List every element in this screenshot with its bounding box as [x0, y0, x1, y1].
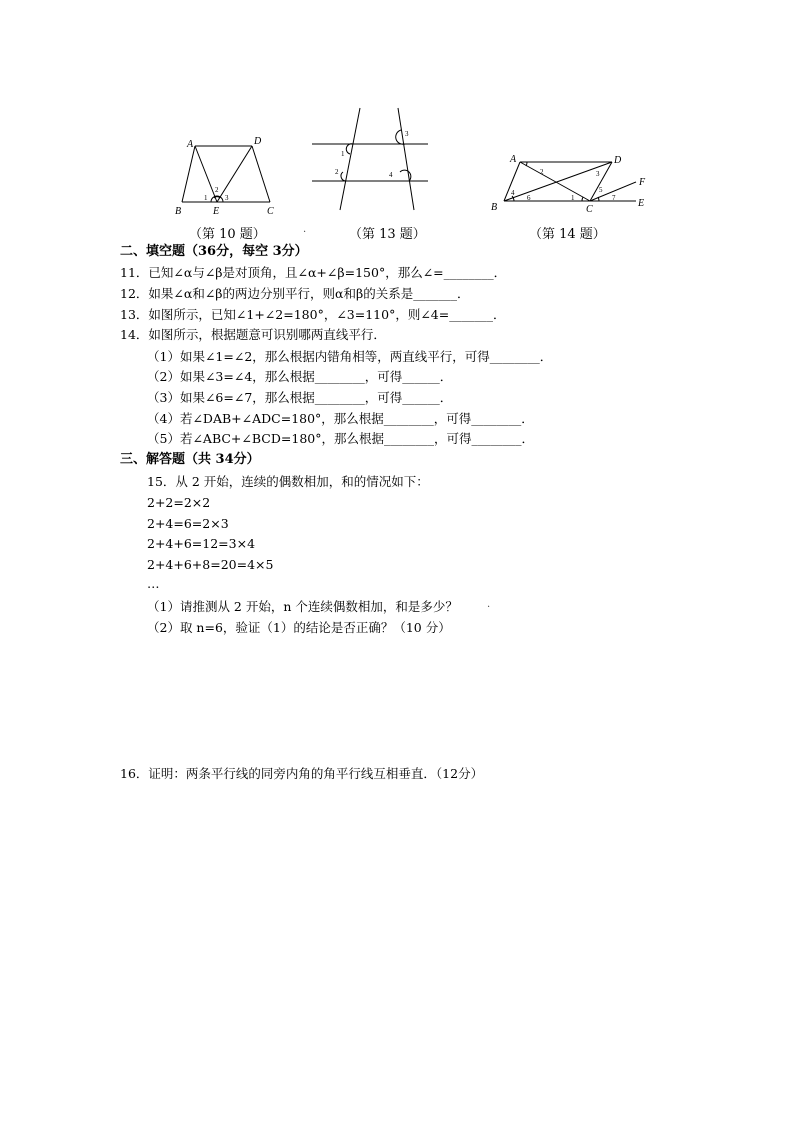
section-2-heading: 二、填空题（36分，每空 3分） [120, 244, 308, 259]
question-15-part-1: （1）请推测从 2 开始，n 个连续偶数相加，和是多少？ [147, 599, 458, 614]
question-15-equation-4: 2+4+6+8=20=4×5 [147, 557, 274, 572]
figure-14-diagram [486, 150, 656, 214]
fig10-label-A: A [187, 139, 194, 150]
question-14-item-5: （5）若∠ABC+∠BCD=180°，那么根据________，可得________． [147, 431, 534, 446]
question-15-equation-3: 2+4+6=12=3×4 [147, 536, 256, 551]
fig13-angle-3: 3 [405, 130, 409, 138]
fig14-label-A: A [510, 154, 517, 165]
figure-13 [312, 108, 428, 210]
question-12: 12．如果∠α和∠β的两边分别平行，则α和β的关系是_______． [120, 286, 470, 301]
fig14-angle-4: 4 [511, 189, 515, 197]
fig10-angle-3: 3 [225, 194, 229, 202]
question-15-ellipsis: … [147, 576, 160, 591]
fig14-angle-2: 2 [540, 168, 544, 176]
question-14-item-3: （3）如果∠6=∠7，那么根据________，可得______． [147, 390, 453, 405]
fig14-angle-1: 1 [571, 194, 575, 202]
fig13-angle-1: 1 [341, 150, 345, 158]
fig14-label-D: D [614, 155, 622, 166]
fig10-label-D: D [254, 136, 262, 147]
section-3-heading: 三、解答题（共 34分） [120, 452, 260, 467]
fig14-label-C: C [586, 204, 593, 215]
question-14-item-2: （2）如果∠3=∠4，那么根据________，可得______． [147, 369, 453, 384]
figure-14-caption: （第 14 题） [529, 227, 606, 242]
question-14-item-4: （4）若∠DAB+∠ADC=180°，那么根据________，可得________． [147, 411, 534, 426]
figure-10 [170, 132, 290, 218]
figure-10-caption: （第 10 题） [189, 227, 266, 242]
question-16: 16．证明：两条平行线的同旁内角的角平行线互相垂直．（12分） [120, 766, 484, 781]
stray-dot-2: . [487, 599, 491, 610]
figure-10-diagram [170, 132, 290, 218]
question-15: 15．从 2 开始，连续的偶数相加，和的情况如下： [147, 474, 429, 489]
figure-13-caption: （第 13 题） [349, 227, 426, 242]
fig14-angle-3: 3 [596, 170, 600, 178]
question-15-part-2: （2）取 n=6，验证（1）的结论是否正确？（10 分） [147, 620, 451, 635]
fig14-angle-7: 7 [612, 194, 616, 202]
fig14-label-F: F [639, 177, 646, 188]
fig14-angle-5: 5 [599, 186, 603, 194]
figure-13-diagram [312, 108, 428, 210]
fig10-angle-2: 2 [215, 186, 219, 194]
fig14-angle-6: 6 [527, 194, 531, 202]
fig10-label-C: C [267, 206, 274, 217]
question-15-equation-1: 2+2=2×2 [147, 495, 211, 510]
question-11: 11．已知∠α与∠β是对顶角，且∠α+∠β=150°，那么∠=________． [120, 265, 507, 280]
fig13-angle-2: 2 [335, 168, 339, 176]
question-14: 14．如图所示，根据题意可识别哪两直线平行． [120, 327, 386, 342]
fig10-label-E: E [213, 206, 220, 217]
fig10-label-B: B [175, 206, 182, 217]
stray-dot: . [303, 224, 307, 235]
fig14-label-B: B [491, 202, 498, 213]
fig10-angle-1: 1 [204, 194, 208, 202]
question-14-item-1: （1）如果∠1=∠2，那么根据内错角相等，两直线平行，可得________． [147, 349, 553, 364]
figure-14 [486, 150, 656, 214]
fig13-angle-4: 4 [389, 171, 393, 179]
question-13: 13．如图所示，已知∠1+∠2=180°，∠3=110°，则∠4=_______． [120, 307, 506, 322]
fig14-label-E: E [638, 198, 645, 209]
question-15-equation-2: 2+4=6=2×3 [147, 516, 229, 531]
